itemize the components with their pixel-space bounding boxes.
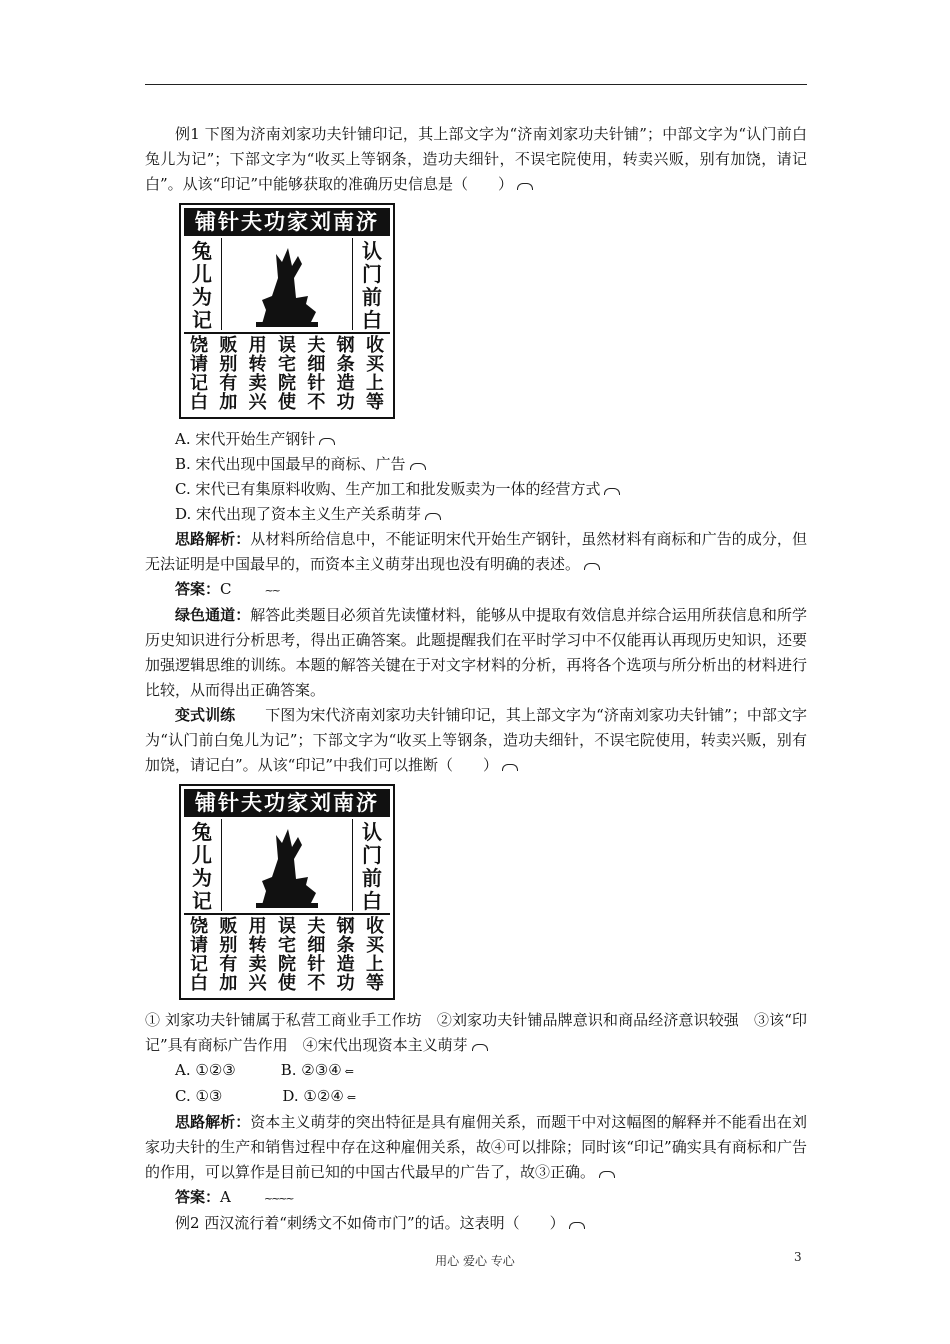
seal-bottom-col: 用转卖兴 bbox=[248, 335, 267, 413]
paragraph-mark-icon bbox=[584, 563, 600, 570]
seal-top-text: 铺针夫功家刘南济 bbox=[184, 208, 390, 236]
seal-bottom-text bbox=[185, 917, 389, 993]
seal-bottom-col: 钢条造功 bbox=[336, 335, 355, 413]
seal-bottom-col: 贩别有加 bbox=[219, 916, 238, 994]
seal-bottom-col: 收买上等 bbox=[365, 335, 384, 413]
seal-image-2 bbox=[179, 784, 395, 1000]
page-content bbox=[145, 122, 807, 1236]
squiggle-mark-icon: ~~ bbox=[264, 584, 279, 597]
paragraph-mark-icon bbox=[425, 513, 441, 520]
seal-bottom-col: 饶请记白 bbox=[190, 916, 208, 994]
variant-statements: ① 刘家功夫针铺属于私营工商业手工作坊 ②刘家功夫针铺品牌意识和商品经济意识较强 ③该“印记”具有商标广告作用 ④宋代出现资本主义萌芽 bbox=[145, 1011, 807, 1054]
example1-question: 例1 下图为济南刘家功夫针铺印记，其上部文字为“济南刘家功夫针铺”；中部文字为“认门前白兔儿为记”；下部文字为“收买上等钢条，造功夫细针，不误宅院使用，转卖兴贩，别有加饶，请记白”。从该“印记”中能够获取的准确历史信息是（ ） bbox=[145, 125, 807, 193]
seal-right-text: 认门前白 bbox=[362, 239, 382, 332]
seal-bottom-col: 夫细针不 bbox=[307, 335, 326, 413]
paragraph-mark-icon bbox=[569, 1222, 585, 1229]
seal-bottom-col: 误宅院使 bbox=[277, 335, 296, 413]
seal-bottom-col: 贩别有加 bbox=[219, 335, 238, 413]
rabbit-figure-icon bbox=[221, 238, 353, 330]
seal-bottom-col: 用转卖兴 bbox=[248, 916, 267, 994]
example1-option-b: B. 宋代出现中国最早的商标、广告 bbox=[145, 452, 807, 477]
seal-bottom-col: 收买上等 bbox=[365, 916, 384, 994]
seal-top-text: 铺针夫功家刘南济 bbox=[184, 789, 390, 817]
paragraph-mark-icon bbox=[604, 488, 620, 495]
page-number: 3 bbox=[794, 1250, 802, 1264]
arrow-mark-icon: ⇐ bbox=[344, 1065, 352, 1078]
seal-bottom-col: 误宅院使 bbox=[277, 916, 296, 994]
seal-right-text: 认门前白 bbox=[362, 820, 382, 913]
variant-question: 变式训练 下图为宋代济南刘家功夫针铺印记，其上部文字为“济南刘家功夫针铺”；中部文字为“认门前白兔儿为记”；下部文字为“收买上等钢条，造功夫细针，不误宅院使用，转卖兴贩，别有加饶，请记白”。从该“印记”中我们可以推断（ ） bbox=[145, 706, 807, 774]
arrow-mark-icon: ⇐ bbox=[346, 1091, 354, 1104]
seal-left-text: 兔儿为记 bbox=[192, 820, 212, 913]
example1-option-a: A. 宋代开始生产钢针 bbox=[145, 427, 807, 452]
example1-option-d: D. 宋代出现了资本主义生产关系萌芽 bbox=[145, 502, 807, 527]
header-rule bbox=[145, 84, 807, 85]
paragraph-mark-icon bbox=[472, 1044, 488, 1051]
seal-left-text: 兔儿为记 bbox=[192, 239, 212, 332]
seal-bottom-text bbox=[185, 336, 389, 412]
paragraph-mark-icon bbox=[319, 438, 335, 445]
seal-divider bbox=[184, 913, 390, 915]
seal-bottom-col: 夫细针不 bbox=[307, 916, 326, 994]
paragraph-mark-icon bbox=[410, 463, 426, 470]
variant-options-ab: A. ①②③ B. ②③④ ⇐ bbox=[145, 1058, 807, 1084]
variant-analysis: 思路解析：资本主义萌芽的突出特征是具有雇佣关系，而题干中对这幅图的解释并不能看出在刘家功夫针的生产和销售过程中存在这种雇佣关系，故④可以排除；同时该“印记”确实具有商标和广告的作用，可以算作是目前已知的中国古代最早的广告了，故③正确。 bbox=[145, 1113, 807, 1181]
example1-tip: 绿色通道：解答此类题目必须首先读懂材料，能够从中提取有效信息并综合运用所获信息和所学历史知识进行分析思考，得出正确答案。此题提醒我们在平时学习中不仅能再认再现历史知识，还要加强逻辑思维的训练。本题的解答关键在于对文字材料的分析，再将各个选项与所分析出的材料进行比较，从而得出正确答案。 bbox=[145, 606, 807, 699]
seal-bottom-col: 钢条造功 bbox=[336, 916, 355, 994]
example1-answer: 答案：C ~~ bbox=[145, 577, 807, 603]
variant-options-cd: C. ①③ D. ①②④ ⇐ bbox=[145, 1084, 807, 1110]
paragraph-mark-icon bbox=[502, 764, 518, 771]
seal-image-1 bbox=[179, 203, 395, 419]
paragraph-mark-icon bbox=[517, 183, 533, 190]
page-footer: 用心 爱心 专心 bbox=[435, 1254, 515, 1268]
seal-bottom-col: 饶请记白 bbox=[190, 335, 208, 413]
paragraph-mark-icon bbox=[599, 1171, 615, 1178]
squiggle-mark-icon: ~~~~ bbox=[263, 1192, 293, 1205]
rabbit-figure-icon bbox=[221, 819, 353, 911]
seal-divider bbox=[184, 332, 390, 334]
example2-question: 例2 西汉流行着“刺绣文不如倚市门”的话。这表明（ ） bbox=[145, 1211, 807, 1236]
variant-answer: 答案：A ~~~~ bbox=[145, 1185, 807, 1211]
example1-option-c: C. 宋代已有集原料收购、生产加工和批发贩卖为一体的经营方式 bbox=[145, 477, 807, 502]
example1-analysis: 思路解析：从材料所给信息中，不能证明宋代开始生产钢针，虽然材料有商标和广告的成分，但无法证明是中国最早的，而资本主义萌芽出现也没有明确的表述。 bbox=[145, 530, 807, 573]
